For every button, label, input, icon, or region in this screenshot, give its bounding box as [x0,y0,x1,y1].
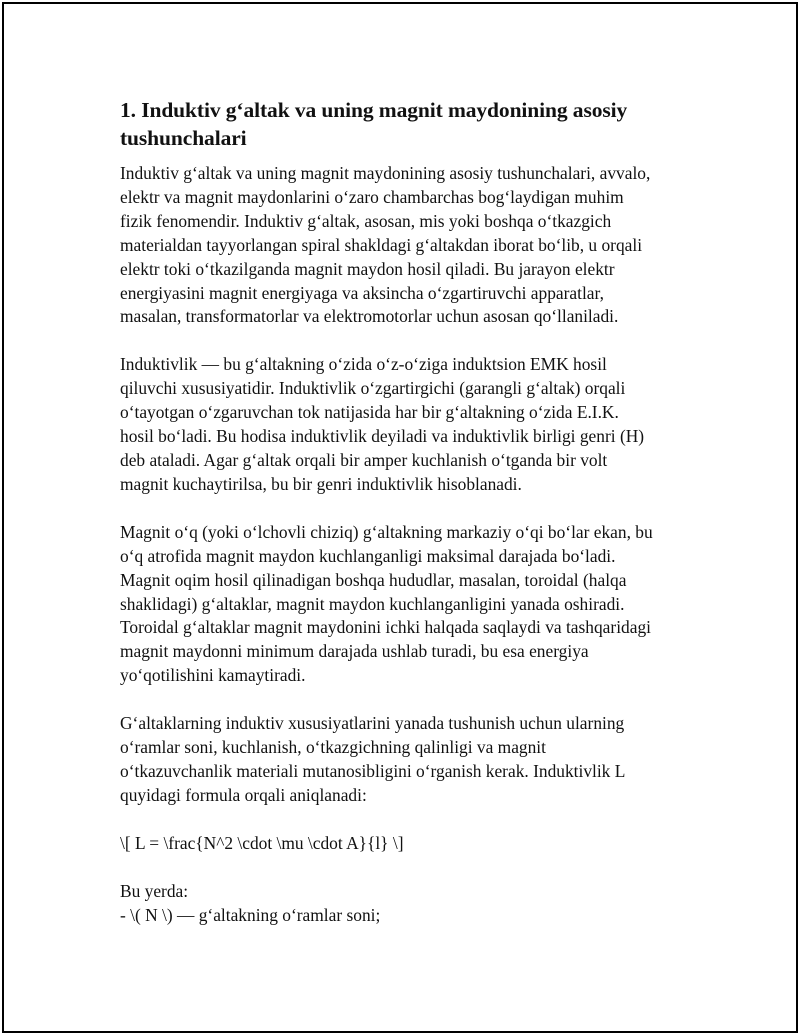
paragraph-formula-intro: G‘altaklarning induktiv xususiyatlarini yanada tushunish uchun ularning o‘ramlar soni, kuchlanish, o‘tkazgichning qalinligi va magnit o‘tkazuvchanlik materiali mutanosibligini o‘rganish kerak. Induktivlik L quyidagi formula orqali aniqlanadi: [120,713,626,805]
paragraph-magnetic-axis: Magnit o‘q (yoki o‘lchovli chiziq) g‘altakning markaziy o‘qi bo‘lar ekan, bu o‘q atrofida magnit maydon kuchlanganligi maksimal darajada bo‘ladi. Magnit oqim hosil qilinadigan boshqa hududlar, masalan, toroidal (halqa shaklidagi) g‘altaklar, magnit maydon kuchlanganligini yanada oshiradi. Toroidal g‘altaklar magnit maydonini ichki halqada saqlaydi va tashqaridagi magnit maydonni minimum darajada ushlab turadi, bu esa energiya yo‘qotilishini kamaytiradi. [120,521,653,686]
paragraph-intro: Induktiv g‘altak va uning magnit maydonining asosiy tushunchalari, avvalo, elektr va magnit maydonlarini o‘zaro chambarchas bog‘laydigan muhim fizik fenomendir. Induktiv g‘altak, asosan, mis yoki boshqa o‘tkazgich materialdan tayyorlangan spiral shakldagi g‘altakdan iborat bo‘lib, u orqali elektr toki o‘tkazilganda magnit maydon hosil qiladi. Bu jarayon elektr energiyasini magnit energiyaga va aksincha o‘zgartiruvchi apparatlar, masalan, transformatorlar va elektromotorlar uchun asosan qo‘llaniladi. [120,163,651,327]
definitions-list [120,880,690,928]
definition-item: - \( N \) — g‘altakning o‘ramlar soni; [120,904,381,925]
page-frame [2,2,798,1033]
section-title: 1. Induktiv g‘altak va uning magnit maydonining asosiy tushunchalari [120,98,628,150]
document-body [120,96,690,927]
inductance-formula: \[ L = \frac{N^2 \cdot \mu \cdot A}{l} \] [120,832,404,853]
where-label: Bu yerda: [120,880,189,901]
paragraph-inductance: Induktivlik — bu g‘altakning o‘zida o‘z-o‘ziga induktsion EMK hosil qiluvchi xususiyatidir. Induktivlik o‘zgartirgichi (garangli g‘altak) orqali o‘tayotgan o‘zgaruvchan tok natijasida har bir g‘altakning o‘zida E.I.K. hosil bo‘ladi. Bu hodisa induktivlik deyiladi va induktivlik birligi genri (H) deb ataladi. Agar g‘altak orqali bir amper kuchlanish o‘tganda bir volt magnit kuchaytirilsa, bu bir genri induktivlik hisoblanadi. [120,354,645,494]
